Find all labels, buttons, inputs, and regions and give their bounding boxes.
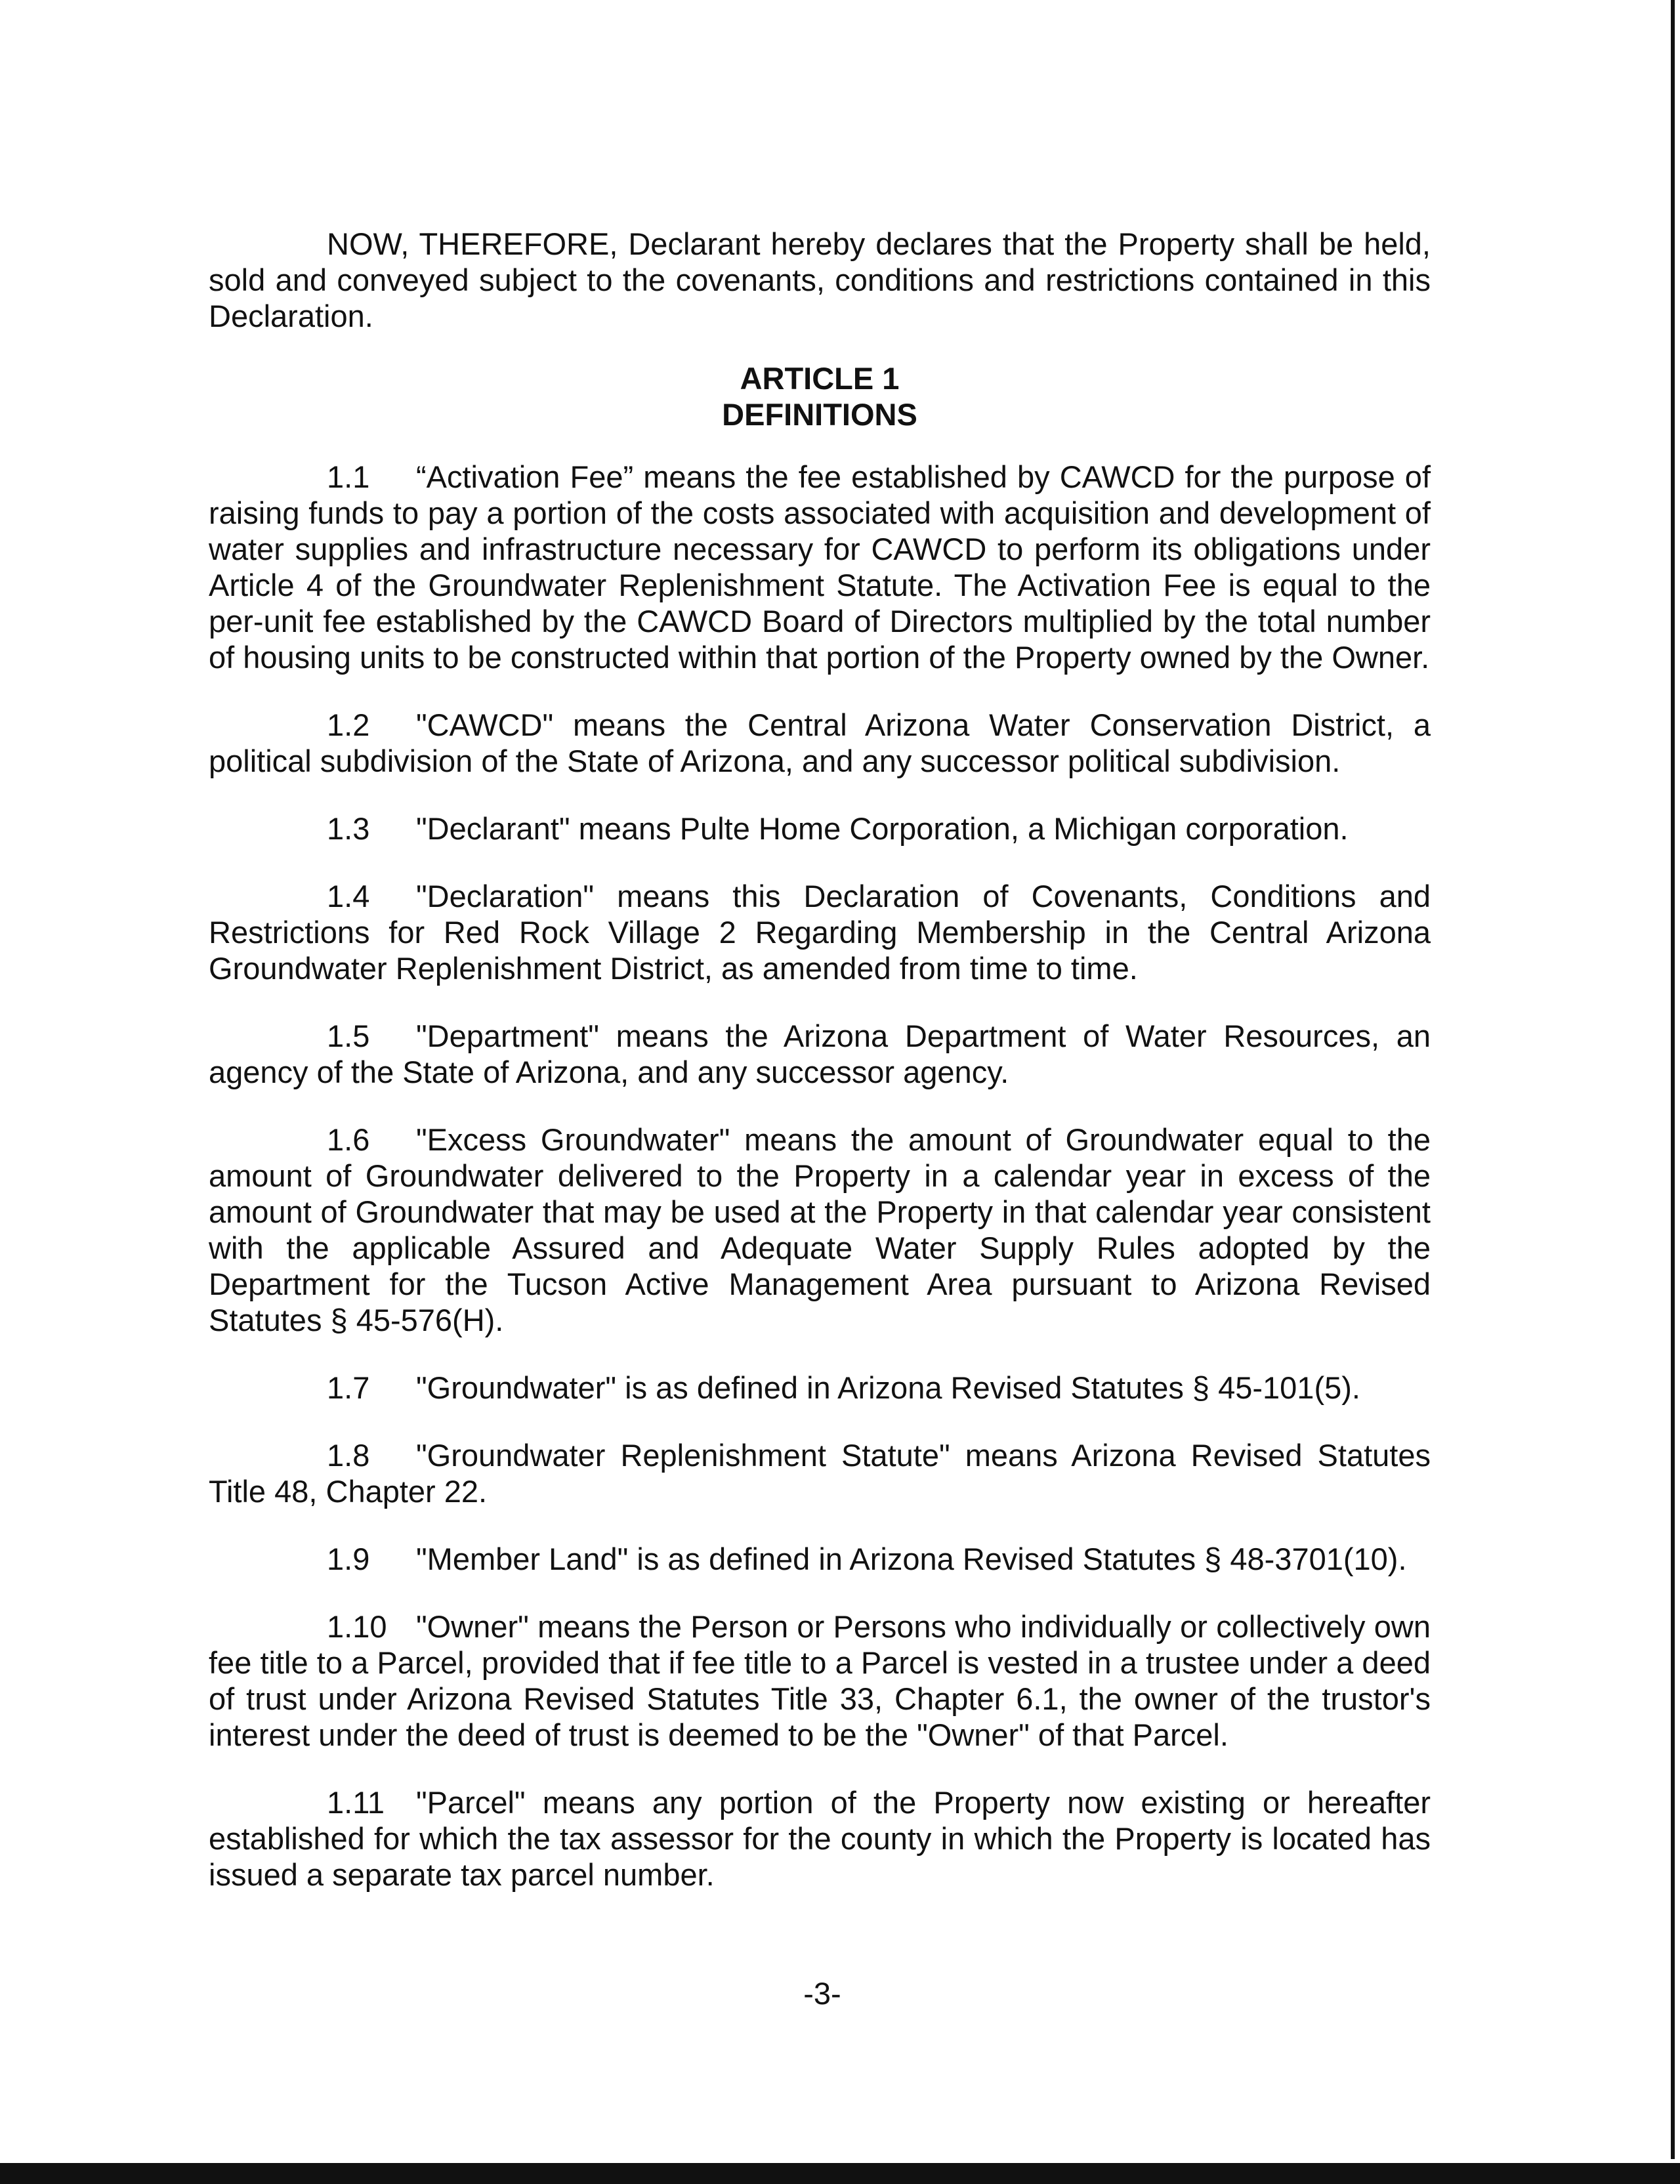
definition-number: 1.7: [327, 1370, 370, 1405]
bottom-edge-scan-border: [0, 2163, 1680, 2184]
page-number: -3-: [803, 1976, 841, 2011]
definition-paragraph: [209, 1784, 1431, 1893]
definition-text: "Declarant" means Pulte Home Corporation, a Michigan corporation.: [416, 811, 1349, 846]
article-title: ARTICLE 1: [740, 361, 900, 396]
definition-number: 1.6: [327, 1122, 370, 1157]
definition-text: "Declaration" means this Declaration of Covenants, Conditions and Restrictions for Red Rock Village 2 Regarding Membership in the Central Arizona Groundwater Replenishment District, as amended from time to time.: [209, 879, 1431, 986]
article-subtitle: DEFINITIONS: [722, 397, 917, 432]
definition-text: “Activation Fee” means the fee established by CAWCD for the purpose of raising funds to pay a portion of the costs associated with acquisition and development of water supplies and infrastructure necessary for CAWCD to perform its obligations under Article 4 of the Groundwater Replenishment Statute. The Activation Fee is equal to the per-unit fee established by the CAWCD Board of Directors multiplied by the total number of housing units to be constructed within that portion of the Property owned by the Owner.: [209, 459, 1431, 675]
definition-number: 1.2: [327, 707, 370, 742]
document-body: [209, 226, 1431, 1924]
definition-paragraph: [209, 1370, 1431, 1406]
definition-number: 1.3: [327, 811, 370, 846]
definition-paragraph: [209, 459, 1431, 675]
definition-number: 1.8: [327, 1438, 370, 1473]
definition-number: 1.4: [327, 879, 370, 914]
definition-paragraph: [209, 878, 1431, 986]
definition-paragraph: [209, 1122, 1431, 1338]
article-heading: [209, 360, 1431, 432]
definition-paragraph: [209, 1018, 1431, 1090]
definition-paragraph: [209, 707, 1431, 779]
definition-number: 1.9: [327, 1542, 370, 1576]
intro-paragraph: NOW, THEREFORE, Declarant hereby declares that the Property shall be held, sold and conveyed subject to the covenants, conditions and restrictions contained in this Declaration.: [209, 226, 1431, 333]
definition-paragraph: [209, 1437, 1431, 1509]
definition-text: "Groundwater Replenishment Statute" means Arizona Revised Statutes Title 48, Chapter 22.: [209, 1438, 1431, 1509]
definition-text: "CAWCD" means the Central Arizona Water Conservation District, a political subdivision of the State of Arizona, and any successor political subdivision.: [209, 707, 1431, 778]
right-edge-scan-border: [1671, 0, 1675, 2159]
definition-paragraph: [209, 1608, 1431, 1753]
definition-number: 1.1: [327, 459, 370, 494]
definition-text: "Department" means the Arizona Department of Water Resources, an agency of the State of Arizona, and any successor agency.: [209, 1018, 1431, 1089]
definition-text: "Parcel" means any portion of the Property now existing or hereafter established for which the tax assessor for the county in which the Property is located has issued a separate tax parcel number.: [209, 1785, 1431, 1892]
definition-text: "Owner" means the Person or Persons who individually or collectively own fee title to a Parcel, provided that if fee title to a Parcel is vested in a trustee under a deed of trust under Arizona Revised Statutes Title 33, Chapter 6.1, the owner of the trustor's interest under the deed of trust is deemed to be the "Owner" of that Parcel.: [209, 1609, 1431, 1752]
definition-paragraph: [209, 1541, 1431, 1577]
definition-text: "Member Land" is as defined in Arizona Revised Statutes § 48-3701(10).: [416, 1542, 1407, 1576]
definition-number: 1.10: [327, 1609, 387, 1644]
definition-text: "Excess Groundwater" means the amount of Groundwater equal to the amount of Groundwater delivered to the Property in a calendar year in excess of the amount of Groundwater that may be used at the Property in that calendar year consistent with the applicable Assured and Adequate Water Supply Rules adopted by the Department for the Tucson Active Management Area pursuant to Arizona Revised Statutes § 45-576(H).: [209, 1122, 1431, 1337]
definition-text: "Groundwater" is as defined in Arizona Revised Statutes § 45-101(5).: [416, 1370, 1360, 1405]
definition-number: 1.11: [327, 1785, 385, 1820]
definition-paragraph: [209, 810, 1431, 847]
definition-number: 1.5: [327, 1018, 370, 1053]
